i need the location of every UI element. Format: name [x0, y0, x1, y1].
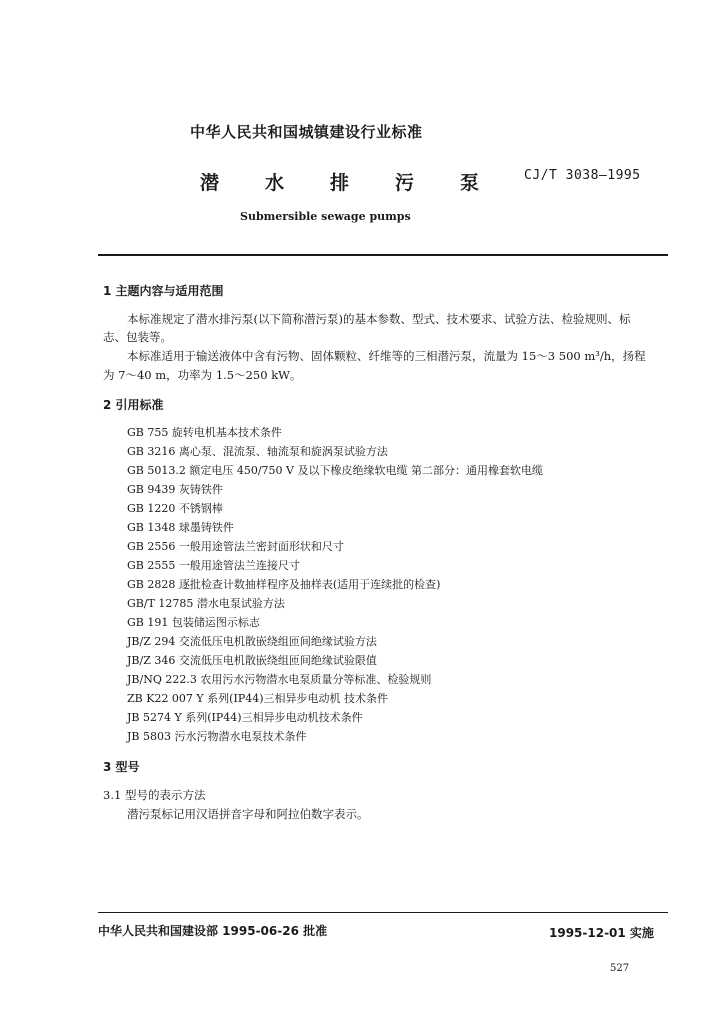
section-3-heading: 3 型号 [103, 760, 140, 774]
reference-item: GB 1348 球墨铸铁件 [127, 521, 234, 534]
section-1-para1-line2: 志、包装等。 [103, 330, 172, 344]
reference-item: JB/NQ 222.3 农用污水污物潜水电泵质量分等标准、检验规则 [127, 673, 432, 686]
section-3-1-heading: 3.1 型号的表示方法 [103, 788, 206, 802]
section-1-heading: 1 主题内容与适用范围 [103, 284, 224, 298]
reference-item: GB 1220 不锈钢棒 [127, 502, 223, 515]
approval-line: 中华人民共和国建设部 1995-06-26 批准 [98, 924, 328, 938]
footer-divider [98, 912, 668, 913]
reference-item: GB 2828 逐批检查计数抽样程序及抽样表(适用于连续批的检查) [127, 578, 441, 591]
reference-item: ZB K22 007 Y 系列(IP44)三相异步电动机 技术条件 [127, 692, 389, 705]
document-title-en: Submersible sewage pumps [240, 210, 411, 223]
reference-item: GB 9439 灰铸铁件 [127, 483, 223, 496]
reference-item: GB 3216 离心泵、混流泵、轴流泵和旋涡泵试验方法 [127, 445, 388, 458]
document-title-cn: 潜水排污泵 [200, 172, 526, 194]
reference-item: JB/Z 294 交流低压电机散嵌绕组匝间绝缘试验方法 [127, 635, 377, 648]
implementation-date: 1995-12-01 实施 [549, 926, 654, 940]
section-1-para2-line1: 本标准适用于输送液体中含有污物、固体颗粒、纤维等的三相潜污泵，流量为 15～3 500 m³/h，扬程 [127, 349, 646, 363]
reference-item: GB 5013.2 额定电压 450/750 V 及以下橡皮绝缘软电缆 第二部分：通用橡套软电缆 [127, 464, 543, 477]
reference-item: JB 5803 污水污物潜水电泵技术条件 [127, 730, 307, 743]
section-1-para1-line1: 本标准规定了潜水排污泵(以下简称潜污泵)的基本参数、型式、技术要求、试验方法、检验规则、标 [127, 312, 631, 326]
section-1-para2-line2: 为 7～40 m，功率为 1.5～250 kW。 [103, 368, 302, 382]
reference-item: GB 2556 一般用途管法兰密封面形状和尺寸 [127, 540, 344, 553]
section-2-heading: 2 引用标准 [103, 398, 164, 412]
reference-item: GB 191 包装储运图示标志 [127, 616, 260, 629]
section-3-1-text: 潜污泵标记用汉语拼音字母和阿拉伯数字表示。 [127, 807, 369, 821]
standard-number: CJ/T 3038—1995 [524, 168, 641, 183]
issuing-organization: 中华人民共和国城镇建设行业标准 [190, 123, 423, 141]
reference-item: GB/T 12785 潜水电泵试验方法 [127, 597, 285, 610]
header-divider [98, 254, 668, 256]
reference-item: GB 2555 一般用途管法兰连接尺寸 [127, 559, 300, 572]
reference-item: JB/Z 346 交流低压电机散嵌绕组匝间绝缘试验限值 [127, 654, 377, 667]
page-number: 527 [610, 963, 630, 974]
reference-item: GB 755 旋转电机基本技术条件 [127, 426, 282, 439]
reference-item: JB 5274 Y 系列(IP44)三相异步电动机技术条件 [127, 711, 363, 724]
